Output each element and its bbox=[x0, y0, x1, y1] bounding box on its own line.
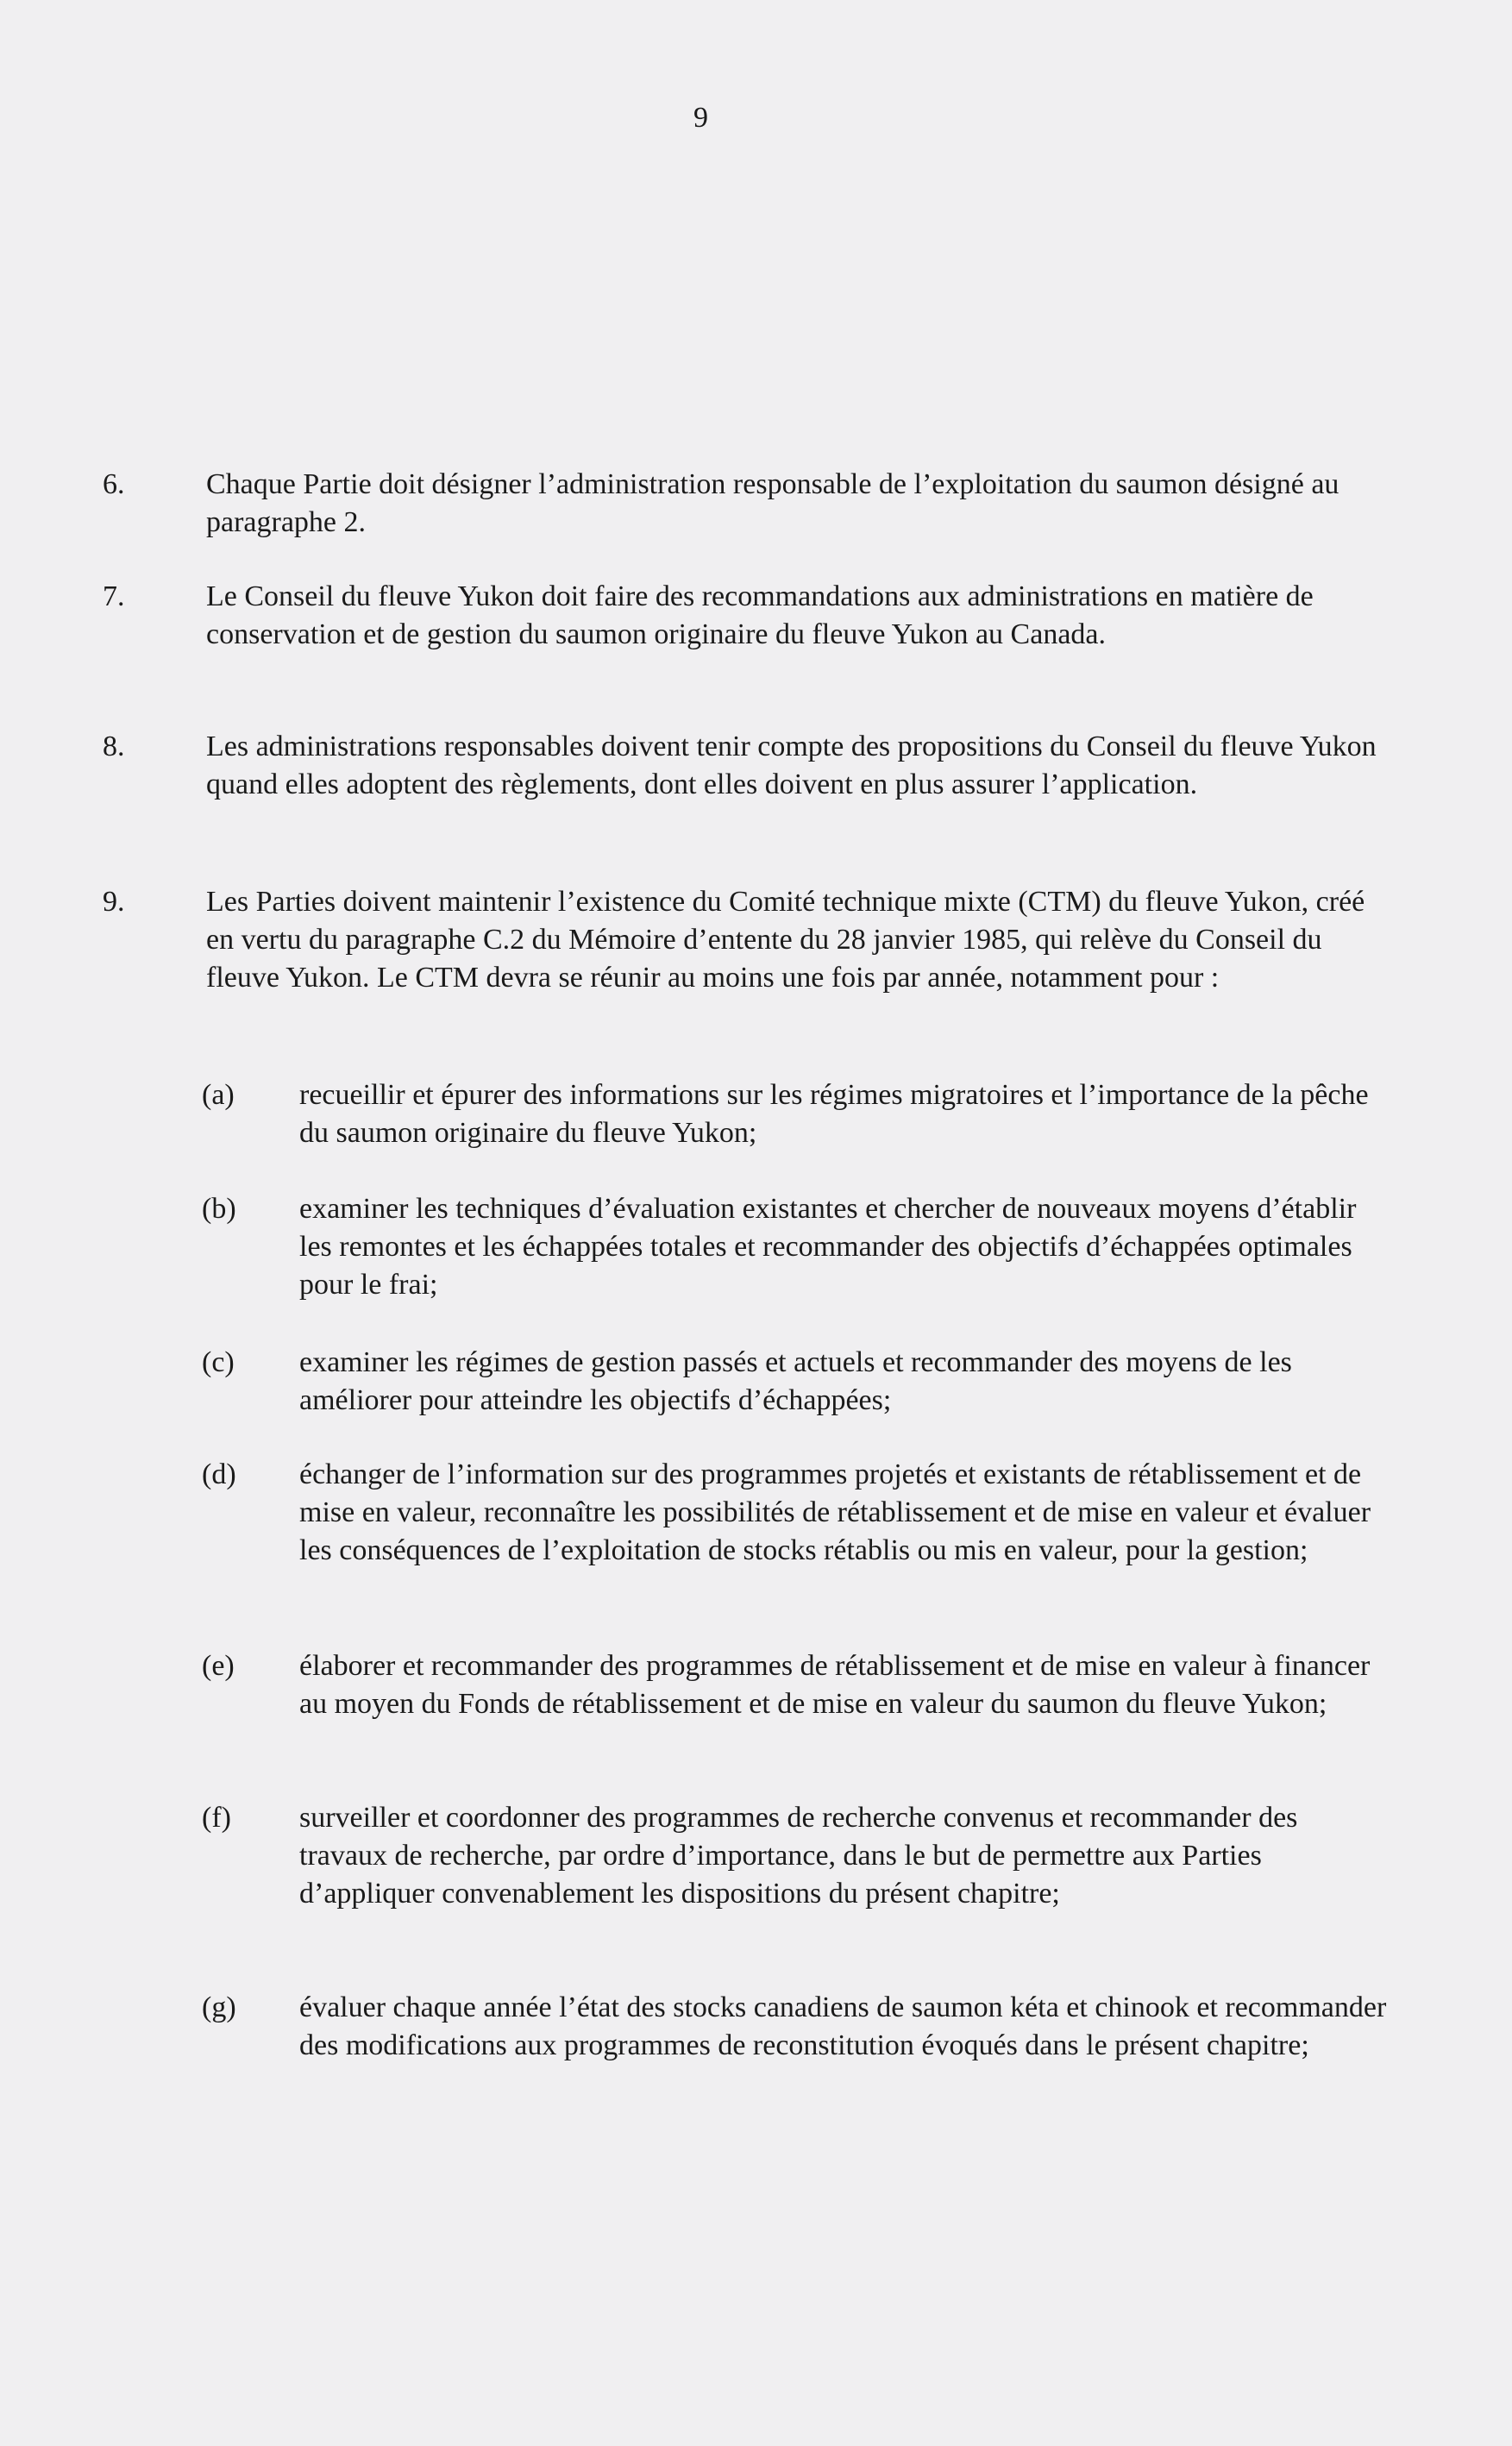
paragraph-text: Les administrations responsables doivent tenir compte des propositions du Conseil du fleuve Yukon quand elles adoptent des règlements, dont elles doivent en plus assurer l’application. bbox=[206, 731, 1377, 800]
subitem-label: (b) bbox=[202, 1193, 236, 1225]
subitem-label: (g) bbox=[202, 1991, 236, 2023]
subitem-g bbox=[202, 1989, 1392, 2065]
subitem-label: (e) bbox=[202, 1650, 235, 1682]
subitem-label: (c) bbox=[202, 1346, 235, 1378]
paragraph-7 bbox=[103, 578, 1379, 654]
subitem-text: évaluer chaque année l’état des stocks canadiens de saumon kéta et chinook et recommander des modifications aux programmes de reconstitution évoqués dans le présent chapitre; bbox=[299, 1991, 1387, 2061]
paragraph-number: 7. bbox=[103, 580, 125, 612]
subitem-text: examiner les techniques d’évaluation existantes et chercher de nouveaux moyens d’établir les remontes et les échappées totales et recommander des objectifs d’échappées optimales pour le frai; bbox=[299, 1193, 1357, 1301]
subitem-f bbox=[202, 1799, 1392, 1913]
paragraph-number: 8. bbox=[103, 731, 125, 762]
subitem-b bbox=[202, 1190, 1392, 1304]
subitem-label: (f) bbox=[202, 1802, 231, 1834]
subitem-text: échanger de l’information sur des programmes projetés et existants de rétablissement et de mise en valeur, reconnaître les possibilités de rétablissement et de mise en valeur et évaluer les conséquences de l’exploitation de stocks rétablis ou mis en valeur, pour la gestion; bbox=[299, 1458, 1371, 1566]
subitem-c bbox=[202, 1344, 1392, 1420]
paragraph-number: 9. bbox=[103, 886, 125, 918]
paragraph-9 bbox=[103, 883, 1379, 997]
subitem-label: (d) bbox=[202, 1458, 236, 1490]
subitem-label: (a) bbox=[202, 1079, 235, 1111]
subitem-a bbox=[202, 1076, 1392, 1152]
subitem-d bbox=[202, 1456, 1392, 1570]
paragraph-text: Chaque Partie doit désigner l’administration responsable de l’exploitation du saumon désigné au paragraphe 2. bbox=[206, 468, 1339, 538]
subitem-text: examiner les régimes de gestion passés et actuels et recommander des moyens de les améliorer pour atteindre les objectifs d’échappées; bbox=[299, 1346, 1292, 1416]
paragraph-number: 6. bbox=[103, 468, 125, 500]
paragraph-text: Les Parties doivent maintenir l’existence du Comité technique mixte (CTM) du fleuve Yukon, créé en vertu du paragraphe C.2 du Mémoire d’entente du 28 janvier 1985, qui relève du Conseil du fleuve Yukon. Le CTM devra se réunir au moins une fois par année, notamment pour : bbox=[206, 886, 1365, 994]
paragraph-6 bbox=[103, 466, 1379, 542]
subitem-e bbox=[202, 1647, 1392, 1723]
subitem-text: recueillir et épurer des informations sur les régimes migratoires et l’importance de la pêche du saumon originaire du fleuve Yukon; bbox=[299, 1079, 1369, 1149]
paragraph-8 bbox=[103, 728, 1379, 804]
paragraph-text: Le Conseil du fleuve Yukon doit faire des recommandations aux administrations en matière de conservation et de gestion du saumon originaire du fleuve Yukon au Canada. bbox=[206, 580, 1314, 650]
subitem-text: surveiller et coordonner des programmes de recherche convenus et recommander des travaux de recherche, par ordre d’importance, dans le but de permettre aux Parties d’appliquer convenablement les dispositions du présent chapitre; bbox=[299, 1802, 1298, 1910]
page-number: 9 bbox=[693, 102, 708, 134]
subitem-text: élaborer et recommander des programmes de rétablissement et de mise en valeur à financer au moyen du Fonds de rétablissement et de mise en valeur du saumon du fleuve Yukon; bbox=[299, 1650, 1371, 1720]
